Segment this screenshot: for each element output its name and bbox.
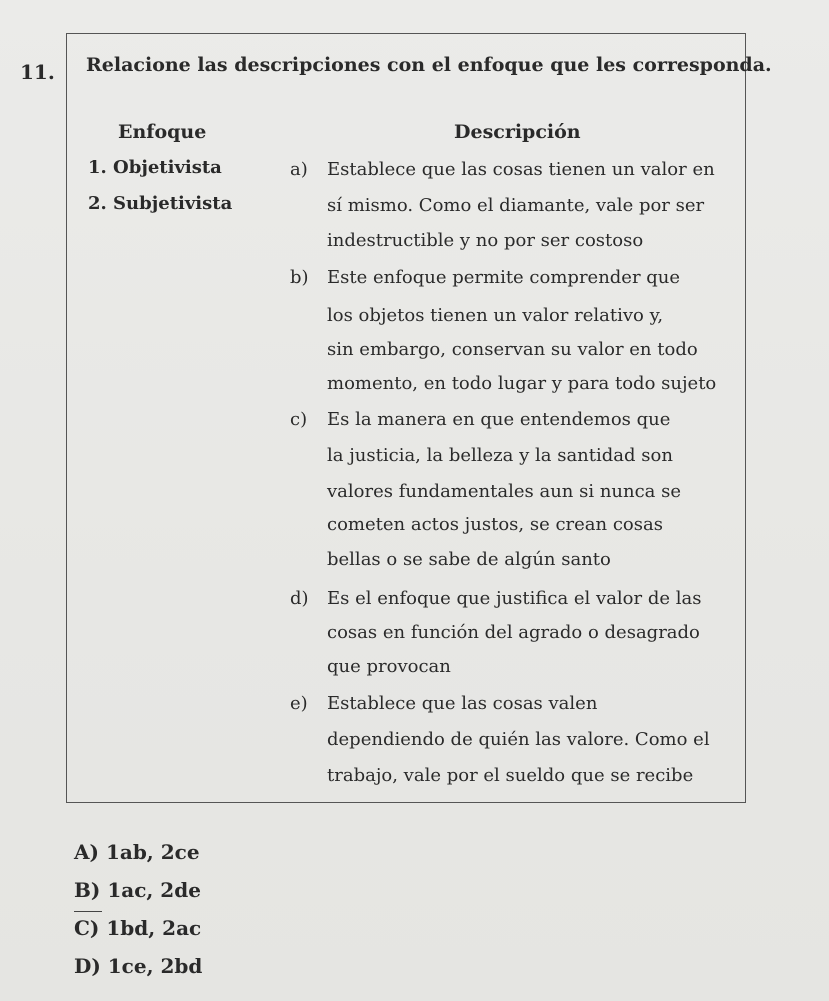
description-b-line: momento, en todo lugar y para todo sujeto — [327, 373, 717, 394]
description-b-line: los objetos tienen un valor relativo y, — [327, 305, 664, 326]
description-e-line: Establece que las cosas valen — [327, 693, 598, 714]
enfoque-header: Enfoque — [118, 121, 207, 143]
description-letter-b: b) — [290, 267, 309, 288]
description-letter-a: a) — [290, 159, 308, 180]
answer-option-d[interactable]: D) 1ce, 2bd — [74, 954, 203, 978]
question-number: 11. — [20, 60, 55, 84]
answer-option-c[interactable]: C) 1bd, 2ac — [74, 916, 202, 940]
answer-option-b[interactable]: B) 1ac, 2de — [74, 878, 201, 902]
description-c-line: Es la manera en que entendemos que — [327, 409, 671, 430]
description-d-line: cosas en función del agrado o desagrado — [327, 622, 700, 643]
description-e-line: dependiendo de quién las valore. Como el — [327, 729, 710, 750]
description-e-line: trabajo, vale por el sueldo que se recibe — [327, 765, 694, 786]
descripcion-header: Descripción — [454, 121, 581, 143]
description-b-line: Este enfoque permite comprender que — [327, 267, 681, 288]
answer-option-a[interactable]: A) 1ab, 2ce — [74, 840, 200, 864]
description-letter-c: c) — [290, 409, 308, 430]
description-d-line: que provocan — [327, 656, 451, 677]
question-prompt: Relacione las descripciones con el enfoque que les corresponda. — [86, 54, 772, 76]
answer-underline-mark — [74, 911, 102, 912]
description-c-line: bellas o se sabe de algún santo — [327, 549, 611, 570]
description-a-line: indestructible y no por ser costoso — [327, 230, 644, 251]
enfoque-subjetivista: 2. Subjetivista — [88, 193, 233, 214]
description-a-line: Establece que las cosas tienen un valor en — [327, 159, 715, 180]
description-b-line: sin embargo, conservan su valor en todo — [327, 339, 698, 360]
description-c-line: la justicia, la belleza y la santidad son — [327, 445, 673, 466]
description-a-line: sí mismo. Como el diamante, vale por ser — [327, 195, 705, 216]
description-letter-d: d) — [290, 588, 309, 609]
description-d-line: Es el enfoque que justifica el valor de las — [327, 588, 702, 609]
description-c-line: cometen actos justos, se crean cosas — [327, 514, 663, 535]
description-c-line: valores fundamentales aun si nunca se — [327, 481, 682, 502]
enfoque-objetivista: 1. Objetivista — [88, 157, 222, 178]
description-letter-e: e) — [290, 693, 308, 714]
